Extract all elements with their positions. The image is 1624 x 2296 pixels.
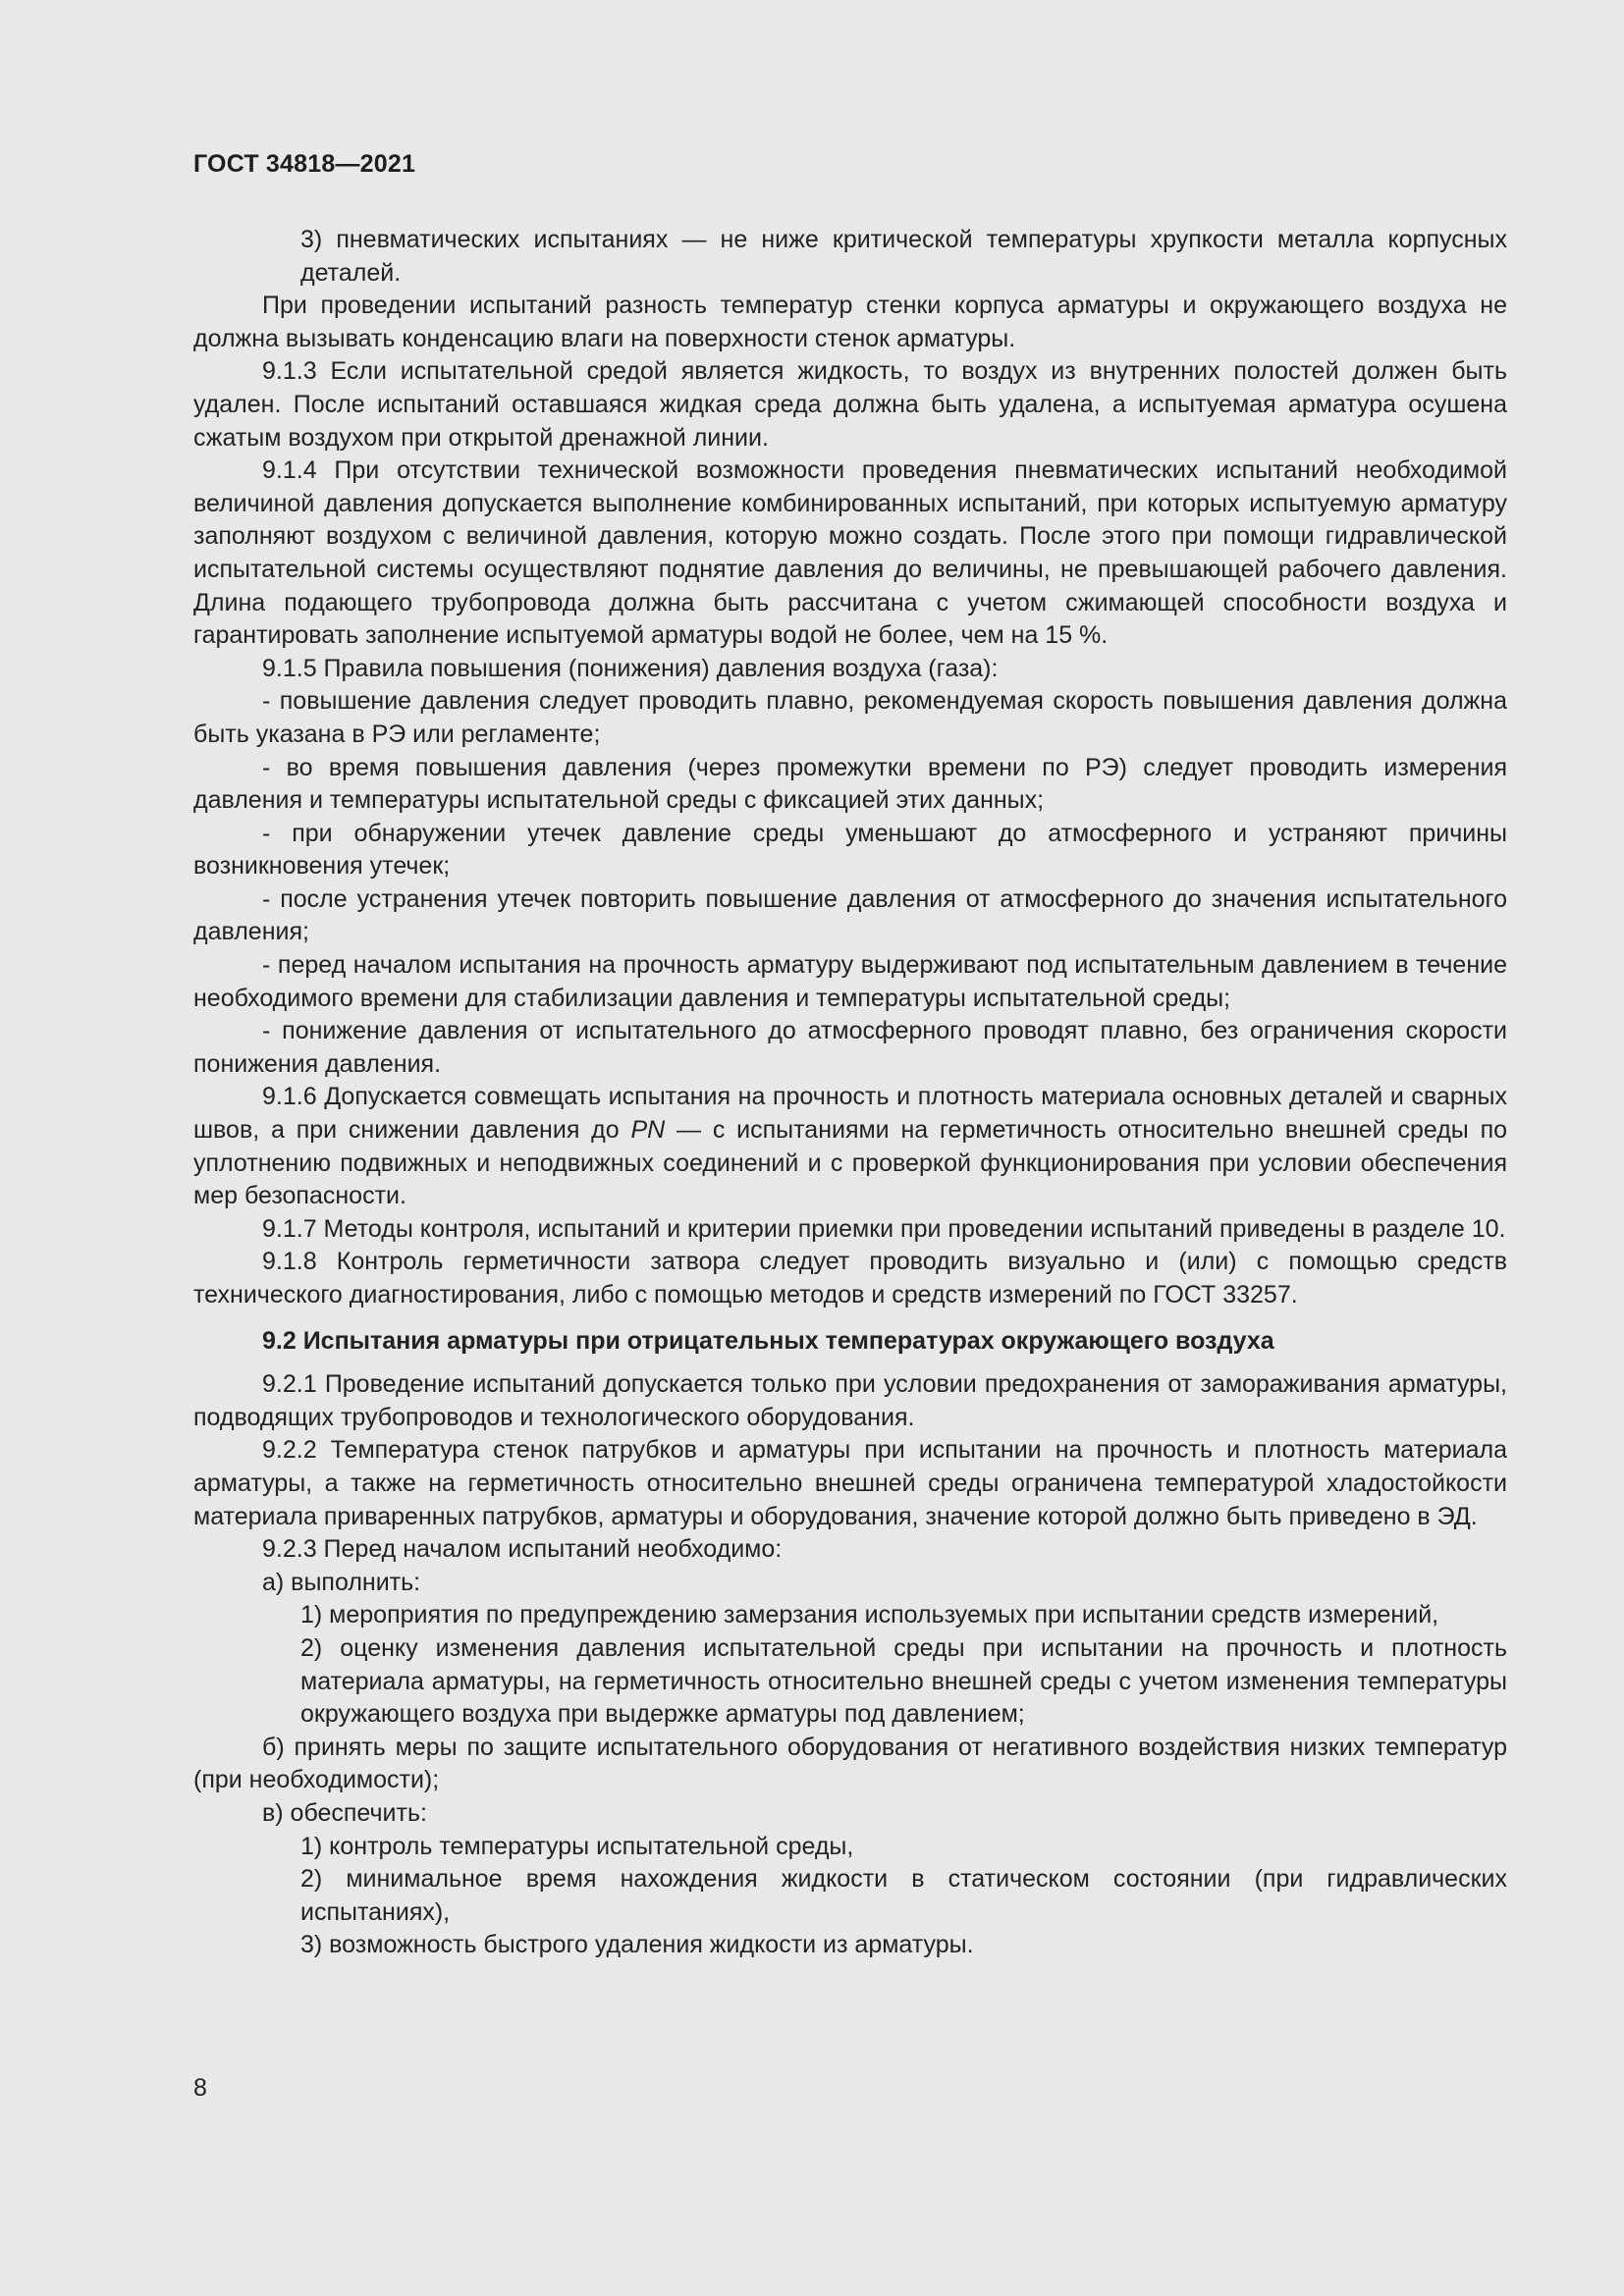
clause-9-1-3: 9.1.3 Если испытательной средой является жидкость, то воздух из внутренних полостей должен быть удален. После испытаний оставшаяся жидкая среда должна быть удалена, а испытуемая арматура осушена сжатым воздухом при открытой дренажной линии. <box>193 357 1507 452</box>
document-body <box>193 224 1507 1962</box>
clause-9-1-6 <box>193 1081 1507 1212</box>
list-item: а) выполнить: <box>262 1568 421 1596</box>
clause-9-1-5: 9.1.5 Правила повышения (понижения) давления воздуха (газа): <box>262 654 999 682</box>
list-item: 3) возможность быстрого удаления жидкости из арматуры. <box>300 1931 974 1959</box>
clause-9-2-3: 9.2.3 Перед началом испытаний необходимо: <box>262 1535 783 1564</box>
list-item: - при обнаружении утечек давление среды уменьшают до атмосферного и устраняют причины возникновения утечек; <box>193 819 1507 881</box>
paragraph: При проведении испытаний разность температур стенки корпуса арматуры и окружающего воздуха не должна вызывать конденсацию влаги на поверхности стенок арматуры. <box>193 292 1507 352</box>
clause-9-2-1: 9.2.1 Проведение испытаний допускается только при условии предохранения от замораживания арматуры, подводящих трубопроводов и технологического оборудования. <box>193 1370 1507 1431</box>
list-item: 3) пневматических испытаниях — не ниже критической температуры хрупкости металла корпусных деталей. <box>300 226 1507 287</box>
list-item: - понижение давления от испытательного до атмосферного проводят плавно, без ограничения скорости понижения давления. <box>193 1017 1507 1078</box>
list-item: 2) оценку изменения давления испытательной среды при испытании на прочность и плотность материала арматуры, на герметичность относительно внешней среды с учетом изменения температуры окружающего воздуха при выдержке арматуры под давлением; <box>300 1633 1507 1729</box>
list-item: 2) минимальное время нахождения жидкости в статическом состоянии (при гидравлических испытаниях), <box>300 1865 1507 1926</box>
list-item: - повышение давления следует проводить плавно, рекомендуемая скорость повышения давления должна быть указана в РЭ или регламенте; <box>193 687 1507 748</box>
clause-9-1-7: 9.1.7 Методы контроля, испытаний и критерии приемки при проведении испытаний приведены в разделе 10. <box>262 1214 1506 1243</box>
list-item: - во время повышения давления (через промежутки времени по РЭ) следует проводить измерения давления и температуры испытательной среды с фиксацией этих данных; <box>193 753 1507 815</box>
document-header: ГОСТ 34818—2021 <box>193 150 416 178</box>
list-item: - перед началом испытания на прочность арматуру выдерживают под испытательным давлением в течение необходимого времени для стабилизации давления и температуры испытательной среды; <box>193 951 1507 1012</box>
page-number: 8 <box>193 2074 207 2102</box>
list-item: 1) контроль температуры испытательной среды, <box>300 1832 854 1860</box>
pn-symbol: PN <box>630 1116 666 1145</box>
clause-9-1-8: 9.1.8 Контроль герметичности затвора следует проводить визуально и (или) с помощью средств технического диагностирования, либо с помощью методов и средств измерений по ГОСТ 33257. <box>193 1248 1507 1308</box>
section-heading-9-2: 9.2 Испытания арматуры при отрицательных температурах окружающего воздуха <box>262 1326 1274 1355</box>
clause-text: — с испытаниями на герметичность относительно внешней среды по уплотнению подвижных и неподвижных соединений и с проверкой функционирования при условии обеспечения мер безопасности. <box>193 1116 1508 1210</box>
list-item: в) обеспечить: <box>262 1798 427 1827</box>
clause-text: 9.1.6 Допускается совмещать испытания на прочность и плотность материала основных деталей и сварных швов, а при снижении давления до <box>193 1083 1507 1145</box>
clause-9-1-4: 9.1.4 При отсутствии технической возможности проведения пневматических испытаний необходимой величиной давления допускается выполнение комбинированных испытаний, при которых испытуемую арматуру заполняют воздухом с величиной давления, которую можно создать. После этого при помощи гидравлической испытательной системы осуществляют поднятие давления до величины, не превышающей рабочего давления. Длина подающего трубопровода должна быть рассчитана с учетом сжимающей способности воздуха и гарантировать заполнение испытуемой арматуры водой не более, чем на 15 %. <box>193 456 1507 650</box>
list-item: - после устранения утечек повторить повышение давления от атмосферного до значения испытательного давления; <box>193 884 1507 946</box>
list-item: б) принять меры по защите испытательного оборудования от негативного воздействия низких температур (при необходимости); <box>193 1733 1507 1794</box>
clause-9-2-2: 9.2.2 Температура стенок патрубков и арматуры при испытании на прочность и плотность материала арматуры, а также на герметичность относительно внешней среды ограничена температурой хладостойкости материала приваренных патрубков, арматуры и оборудования, значение которой должно быть приведено в ЭД. <box>193 1436 1507 1530</box>
list-item: 1) мероприятия по предупреждению замерзания используемых при испытании средств измерений, <box>300 1601 1439 1629</box>
